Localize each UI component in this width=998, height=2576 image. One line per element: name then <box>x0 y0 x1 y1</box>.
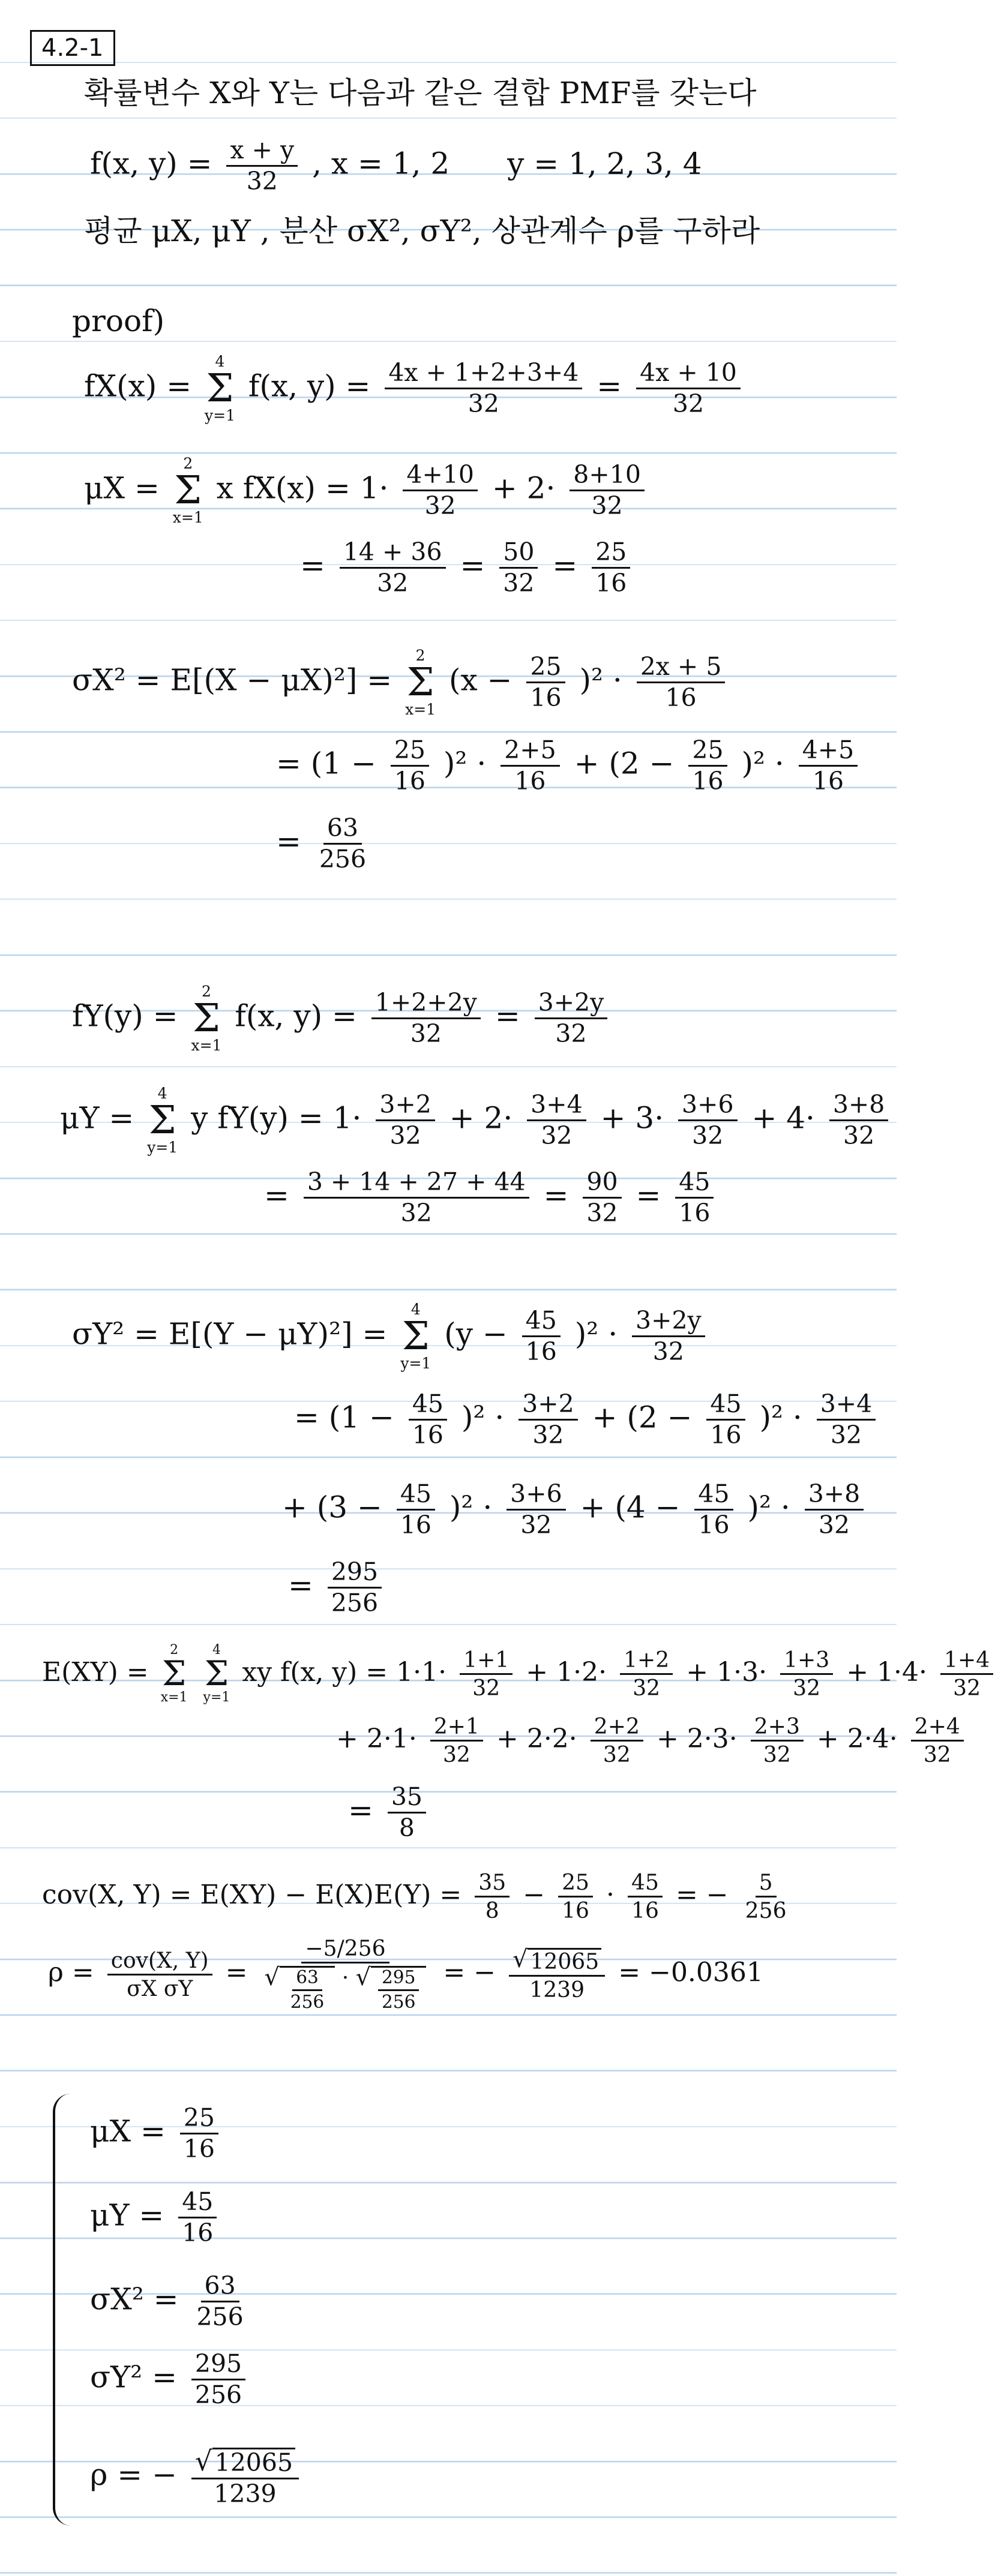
fraction: $\frac{45}{16}$ <box>628 1872 663 1922</box>
fraction: $\frac{3+2}{32}$ <box>519 1392 578 1448</box>
summary-variance-y: σY² = $\frac{295}{256}$ <box>90 2352 250 2407</box>
fraction: $\frac{45}{16}$ <box>675 1170 714 1226</box>
fraction: $\frac{3+8}{32}$ <box>805 1482 864 1538</box>
sum-symbol: 2 Σ x=1 <box>172 455 203 526</box>
correlation: ρ = $\frac{\text{cov(X, Y)}}{\text{σX σY}}$ = −5/256 √ $\frac{63}{256}$ · √ $\frac{295}{256}$ = − √ 12065 1239 = −0.0361 <box>48 1936 763 2012</box>
variance-x-result: = $\frac{63}{256}$ <box>276 816 374 872</box>
sum-symbol: 2 Σ x=1 <box>405 647 436 718</box>
problem-statement: 확률변수 X와 Y는 다음과 같은 결합 PMF를 갖는다 <box>84 76 757 110</box>
fraction: $\frac{63}{256}$ <box>196 2271 244 2331</box>
fraction: $\frac{x + y}{32}$ <box>226 138 298 194</box>
variance-y: σY² = E[(Y − μY)²] = 4 Σ y=1 (y − $\frac{45}{16}$ )² · $\frac{3+2y}{32}$ <box>72 1302 710 1371</box>
sum-symbol: 2 Σ x=1 <box>191 983 222 1054</box>
fraction: $\frac{35}{8}$ <box>388 1785 426 1841</box>
fraction: $\frac{\text{cov(X, Y)}}{\text{σX σY}}$ <box>107 1950 212 1999</box>
expectation-xy: E(XY) = 2 Σ x=1 4 Σ y=1 xy f(x, y) = 1·1· $\frac{1+1}{32}$ + 1·2· $\frac{1+2}{32}$ + 1·3· $\frac{1+3}{32}$ + 1·4· $\frac{1+4}{32}$ <box>42 1644 998 1704</box>
fraction: $\frac{2+4}{32}$ <box>911 1716 964 1766</box>
fraction: $\frac{50}{32}$ <box>499 540 538 596</box>
summary-variance-x: σX² = $\frac{63}{256}$ <box>90 2274 252 2329</box>
fraction: $\frac{5}{256}$ <box>745 1870 787 1924</box>
fraction: $\frac{14 + 36}{32}$ <box>340 540 446 596</box>
variance-y-expand-2: + (3 − $\frac{45}{16}$ )² · $\frac{3+6}{32}$ + (4 − $\frac{45}{16}$ )² · $\frac{3+8}{32}$ <box>282 1482 868 1538</box>
marginal-fx: fX(x) = 4 Σ y=1 f(x, y) = $\frac{4x + 1+2+3+4}{32}$ = $\frac{4x + 10}{32}$ <box>84 354 745 423</box>
summary-correlation: ρ = − √ 12065 1239 <box>90 2448 304 2506</box>
fraction: $\frac{45}{16}$ <box>178 2190 217 2245</box>
sqrt: √ $\frac{295}{256}$ <box>356 1966 427 2011</box>
fraction: $\frac{45}{16}$ <box>409 1392 447 1448</box>
sum-symbol: 4 Σ y=1 <box>203 1643 230 1706</box>
fraction: √ 12065 1239 <box>191 2448 299 2506</box>
fraction: $\frac{1+1}{32}$ <box>460 1649 513 1699</box>
fraction: $\frac{3+8}{32}$ <box>829 1092 889 1148</box>
fraction: $\frac{295}{256}$ <box>191 2352 245 2407</box>
fraction: $\frac{90}{32}$ <box>583 1170 621 1226</box>
fraction: $\frac{4x + 1+2+3+4}{32}$ <box>385 361 582 416</box>
sqrt: √ $\frac{63}{256}$ <box>265 1966 335 2011</box>
fraction: √ 12065 1239 <box>509 1948 605 2001</box>
fraction: $\frac{25}{16}$ <box>688 738 727 794</box>
fraction: $\frac{25}{16}$ <box>180 2106 218 2161</box>
problem-number-box <box>30 30 115 66</box>
fraction: $\frac{3 + 14 + 27 + 44}{32}$ <box>304 1170 529 1226</box>
fraction: $\frac{4+5}{16}$ <box>799 738 858 794</box>
sqrt: √ 12065 <box>513 1948 601 1972</box>
sqrt: √ 12065 <box>195 2448 295 2475</box>
fraction: $\frac{295}{256}$ <box>328 1560 382 1616</box>
fraction: $\frac{25}{16}$ <box>592 540 630 596</box>
fraction: $\frac{3+4}{32}$ <box>527 1092 586 1148</box>
sum-symbol: 2 Σ x=1 <box>160 1643 188 1706</box>
expectation-xy-expand: + 2·1· $\frac{2+1}{32}$ + 2·2· $\frac{2+2}{32}$ + 2·3· $\frac{2+3}{32}$ + 2·4· $\frac{2+4}{32}$ <box>336 1716 969 1766</box>
fraction: $\frac{4x + 10}{32}$ <box>636 361 741 416</box>
summary-mean-y: μY = $\frac{45}{16}$ <box>90 2190 221 2245</box>
mean-x: μX = 2 Σ x=1 x fX(x) = 1· $\frac{4+10}{32}$ + 2· $\frac{8+10}{32}$ <box>84 456 649 525</box>
marginal-fy: fY(y) = 2 Σ x=1 f(x, y) = $\frac{1+2+2y}{32}$ = $\frac{3+2y}{32}$ <box>72 984 612 1053</box>
summary-mean-x: μX = $\frac{25}{16}$ <box>90 2106 223 2161</box>
proof-label: proof) <box>72 304 165 338</box>
fraction: $\frac{2x + 5}{16}$ <box>637 654 726 710</box>
fraction: $\frac{3+2}{32}$ <box>376 1092 435 1148</box>
expectation-xy-result: = $\frac{35}{8}$ <box>348 1785 431 1841</box>
sum-symbol: 4 Σ y=1 <box>205 353 235 424</box>
fraction: $\frac{3+4}{32}$ <box>817 1392 876 1448</box>
fraction: $\frac{25}{16}$ <box>558 1872 593 1922</box>
fraction: $\frac{1+2+2y}{32}$ <box>371 990 481 1046</box>
fraction: $\frac{2+3}{32}$ <box>751 1716 804 1766</box>
variance-y-result: = $\frac{295}{256}$ <box>288 1560 386 1616</box>
fraction: $\frac{25}{16}$ <box>391 738 429 794</box>
fraction: $\frac{3+6}{32}$ <box>507 1482 566 1538</box>
mean-x-result: = $\frac{14 + 36}{32}$ = $\frac{50}{32}$ = $\frac{25}{16}$ <box>300 540 635 596</box>
sum-symbol: 4 Σ y=1 <box>147 1085 178 1156</box>
summary-brace <box>53 2094 79 2526</box>
fraction: $\frac{63}{256}$ <box>319 813 367 873</box>
fraction: $\frac{45}{16}$ <box>694 1482 733 1538</box>
variance-x: σX² = E[(X − μX)²] = 2 Σ x=1 (x − $\frac{25}{16}$ )² · $\frac{2x + 5}{16}$ <box>72 648 730 717</box>
variance-y-expand-1: = (1 − $\frac{45}{16}$ )² · $\frac{3+2}{32}$ + (2 − $\frac{45}{16}$ )² · $\frac{3+4}{32}$ <box>294 1392 880 1448</box>
pmf-definition: f(x, y) = $\frac{x + y}{32}$ , x = 1, 2 y = 1, 2, 3, 4 <box>90 136 702 196</box>
fraction: $\frac{45}{16}$ <box>706 1392 745 1448</box>
fraction: $\frac{35}{8}$ <box>475 1872 510 1922</box>
fraction: $\frac{3+2y}{32}$ <box>632 1308 705 1364</box>
fraction: $\frac{3+2y}{32}$ <box>535 990 608 1046</box>
fraction: $\frac{8+10}{32}$ <box>570 463 645 518</box>
covariance: cov(X, Y) = E(XY) − E(X)E(Y) = $\frac{35}{8}$ − $\frac{25}{16}$ · $\frac{45}{16}$ = − $\frac{5}{256}$ <box>42 1872 795 1922</box>
fraction: $\frac{2+1}{32}$ <box>430 1716 483 1766</box>
mean-y: μY = 4 Σ y=1 y fY(y) = 1· $\frac{3+2}{32}$ + 2· $\frac{3+4}{32}$ + 3· $\frac{3+6}{32}$ + 4· $\frac{3+8}{32}$ <box>60 1086 893 1155</box>
fraction: $\frac{25}{16}$ <box>526 654 565 710</box>
fraction: $\frac{1+4}{32}$ <box>940 1649 993 1699</box>
fraction: $\frac{1+3}{32}$ <box>780 1649 833 1699</box>
fraction: $\frac{2+5}{16}$ <box>501 738 560 794</box>
fraction: $\frac{3+6}{32}$ <box>678 1092 738 1148</box>
fraction: $\frac{4+10}{32}$ <box>403 463 478 518</box>
problem-task: 평균 μX, μY , 분산 σX², σY², 상관계수 ρ를 구하라 <box>84 214 760 248</box>
fraction: $\frac{1+2}{32}$ <box>620 1649 673 1699</box>
problem-number: 4.2-1 <box>41 34 104 62</box>
mean-y-result: = $\frac{3 + 14 + 27 + 44}{32}$ = $\frac{90}{32}$ = $\frac{45}{16}$ <box>264 1170 718 1226</box>
fraction: $\frac{45}{16}$ <box>522 1308 561 1364</box>
variance-x-expand: = (1 − $\frac{25}{16}$ )² · $\frac{2+5}{16}$ + (2 − $\frac{25}{16}$ )² · $\frac{4+5}{16}$ <box>276 738 862 794</box>
sum-symbol: 4 Σ y=1 <box>400 1301 431 1372</box>
fraction: −5/256 √ $\frac{63}{256}$ · √ $\frac{295}{256}$ <box>261 1938 430 2011</box>
fraction: $\frac{2+2}{32}$ <box>591 1716 643 1766</box>
fraction: $\frac{45}{16}$ <box>397 1482 435 1538</box>
